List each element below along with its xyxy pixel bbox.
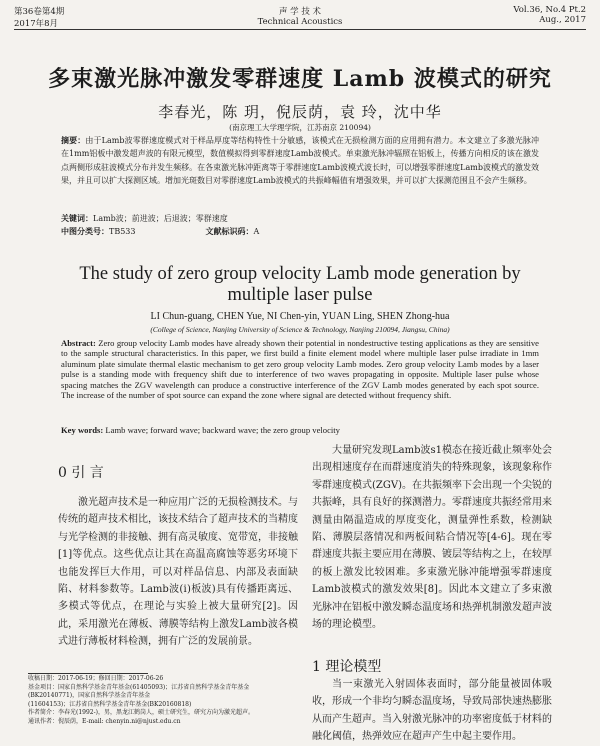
abstract-en <box>61 338 539 400</box>
paper-title-en: The study of zero group velocity Lamb mode generation by multiple laser pulse <box>79 264 521 305</box>
abstract-cn <box>61 134 539 187</box>
journal-volume: 第36卷第4期 <box>14 7 65 17</box>
authors-cn: 李春光，陈 玥，倪辰荫，袁 玲，沈中华 <box>158 103 442 121</box>
header-right <box>513 5 586 25</box>
abstract-cn-label: 摘要： <box>61 135 86 145</box>
journal-name-cn: 声 学 技 术 <box>278 7 322 17</box>
footnote-funding-2: (11604153)；江苏省自然科学基金青年基金(BK20160818) <box>28 700 192 708</box>
footnote-funding-1: 基金项目：国家自然科学基金青年基金(61405093)；江苏省自然科学基金青年基金(BK20140771)，国家自然科学基金青年基金 <box>28 683 250 700</box>
journal-volume-en: Vol.36, No.4 Pt.2 <box>513 5 586 15</box>
keywords-cn <box>61 212 539 225</box>
right-column-text <box>312 442 552 633</box>
journal-date: 2017年8月 <box>14 19 59 29</box>
paper-title-cn: 多束激光脉冲激发零群速度 Lamb 波模式的研究 <box>48 66 552 92</box>
section-heading-intro: 0 引 言 <box>58 465 104 481</box>
abstract-en-label: Abstract: <box>61 338 96 348</box>
keywords-en <box>61 425 539 435</box>
footnote-author-bio: 作者简介：李春光(1992-)，男，黑龙江鹤岗人，硕士研究生，研究方向为激光超声。 <box>28 709 254 717</box>
affiliation-en: (College of Science, Nanjing University of Science & Technology, Nanjing 210094, Jiangsu, China) <box>150 325 450 334</box>
doc-code: 文献标识码：A <box>205 226 260 236</box>
footnote-received: 收稿日期：2017-06-19；修回日期：2017-06-26 <box>28 675 164 682</box>
authors-en: LI Chun-guang, CHEN Yue, NI Chen-yin, YUAN Ling, SHEN Zhong-hua <box>150 311 450 322</box>
zgv-paragraph: 大量研究发现Lamb波s1模态在接近截止频率处会出现相速度存在而群速度消失的特殊现象，该现象称作零群速度模式(ZGV)。在共振频率下会出现一个尖锐的共振峰，具有良好的探测潜力。零群速度共振经常用来测量由隔温造成的厚度变化，测量弹性系数，检测缺陷、薄膜层落情况和两板间粘合情况等[4-6]。现在零群速度共振主要应用在薄膜、镀层等结构之上，在较厚的板上激发比较困难。多束激光脉冲能增强零群速度Lamb波模式的激发效果[8]。因此本文建立了多束激光脉冲在铝板中激发瞬态温度场和热弹机制激发超声波场的理论模型。 <box>312 445 552 631</box>
journal-name-en: Technical Acoustics <box>257 17 343 27</box>
header-center <box>0 5 600 27</box>
theory-text <box>312 676 552 743</box>
footnote-corresponding: 通讯作者：倪辰荫，E-mail: chenyin.ni@njust.edu.cn <box>28 717 181 725</box>
classification-cn <box>61 226 539 237</box>
intro-paragraph-1: 激光超声技术是一种应用广泛的无损检测技术。与传统的超声技术相比，该技术结合了超声技术的当精度与光学检测的非接触、拥有高灵敏度、宽带宽，非接触[1]等优点。这些优点让其在高温高腐蚀等恶劣环境下也能发挥巨大作用，可以对样品信息、内部及表面缺陷、材料参数等。Lamb波(ⅰ)板波)具有传播距离远、多模式等优点，在理论与实验上被大量研究[2]。因此，采用激光在薄板、薄膜等结构上激发Lamb波各模式进行薄板材料检测，拥有广泛的发展前景。 <box>58 497 298 648</box>
footnote-rule <box>28 673 148 674</box>
journal-date-en: Aug., 2017 <box>539 15 586 25</box>
footnote <box>28 675 298 727</box>
section-heading-theory: 1 理论模型 <box>312 659 382 675</box>
theory-paragraph: 当一束激光入射固体表面时，部分能量被固体吸收，形成一个非均匀瞬态温度场，导致局部快速热膨胀从而产生超声。当入射激光脉冲的功率密度低于材料的融化阈值，热弹效应在超声产生中起主要作用。 <box>312 679 552 743</box>
class-number: 中图分类号：TB533 <box>61 226 136 236</box>
header-rule <box>14 29 586 30</box>
abstract-cn-text: 由于Lamb波零群速度模式对于样品厚度等结构特性十分敏感，该模式在无损检测方面的应用拥有潜力。本文建立了多激光脉冲在1mm铝板中激发超声波的有限元模型，数值模拟得到零群速度Lamb波模式。单束激光脉冲辐照在铝板上，传播方向相反的该在激发点两侧形成驻波模式分布并发生频移。在各束激光脉冲距离等于零群速度Lamb波模式波长时，可以增强零群速度Lamb波模式的激发效果，并且可以扩大探测区域。增加光斑数目对零群速度Lamb波模式的共振峰幅值有增强效果，并可以扩大探测范围且不会产生频移。 <box>61 136 539 185</box>
keywords-cn-text: Lamb波；前进波；后退波；零群速度 <box>93 214 228 223</box>
keywords-en-label: Key words: <box>61 425 104 435</box>
affiliation-cn: (南京理工大学理学院，江苏南京 210094) <box>229 123 371 132</box>
keywords-en-text: Lamb wave; forward wave; backward wave; the zero group velocity <box>105 425 340 435</box>
intro-paragraph <box>58 494 298 651</box>
abstract-en-text: Zero group velocity Lamb modes have already shown their potential in nondestructive testing applications as they are sensitive to the sample structural characteristics. In this paper, we first build a finite element model where multiple laser pulse irradiate in 1mm aluminum plate simulate thermal elastic mechanism to get zero group velocity Lamb modes. Zero group velocity Lamb modes by a laser pulse is a standing mode with frequency shift due to interference of two waves propagating in opposite. Multiple laser pulse whose spacing matches the ZGV wavelength can produce a constructive interference of the ZGV Lamb modes generated by each spot source. The increase of the number of spot source can expand the zone where signal are detected without frequency shift. <box>61 338 539 401</box>
keywords-cn-label: 关键词： <box>61 213 93 223</box>
